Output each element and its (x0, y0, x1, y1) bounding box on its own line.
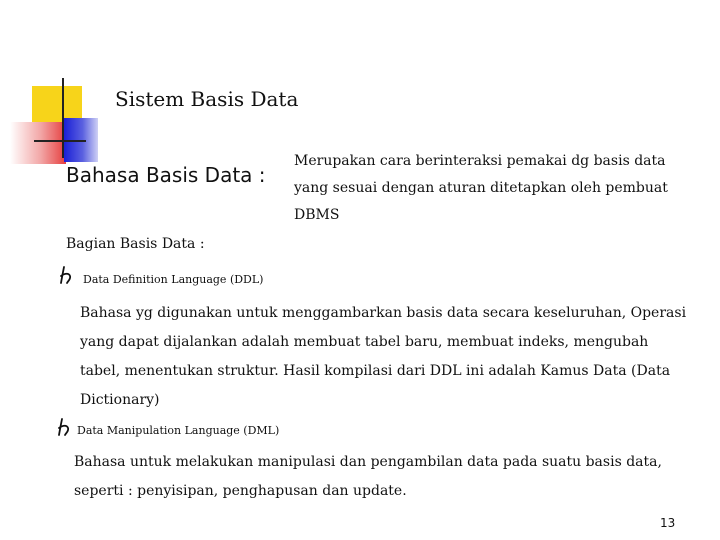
logo-horizontal-line (34, 140, 86, 142)
page-number: 13 (660, 516, 676, 530)
slide-logo (30, 78, 100, 168)
slide-description: Merupakan cara berinteraksi pemakai dg basis data yang sesuai dengan aturan ditetapkan oleh pembuat DBMS (294, 153, 668, 223)
dml-description: Bahasa untuk melakukan manipulasi dan pengambilan data pada suatu basis data, seperti : penyisipan, penghapusan dan update. (74, 454, 662, 499)
ddl-title: Data Definition Language (DDL) (83, 273, 264, 286)
logo-red-square (10, 122, 66, 164)
section-heading: Bagian Basis Data : (66, 236, 205, 252)
slide-title: Sistem Basis Data (115, 87, 299, 111)
logo-vertical-line (62, 78, 64, 158)
dml-title: Data Manipulation Language (DML) (77, 424, 280, 437)
script-h-bullet-icon (58, 418, 72, 436)
ddl-description: Bahasa yg digunakan untuk menggambarkan basis data secara keseluruhan, Operasi yang dapat dijalankan adalah membuat tabel baru, membuat indeks, mengubah tabel, menentukan struktur. Hasil kompilasi dari DDL ini adalah Kamus Data (Data Dictionary) (80, 305, 687, 408)
script-h-bullet-icon (60, 266, 74, 284)
slide-tagline: Bahasa Basis Data : (66, 163, 266, 187)
